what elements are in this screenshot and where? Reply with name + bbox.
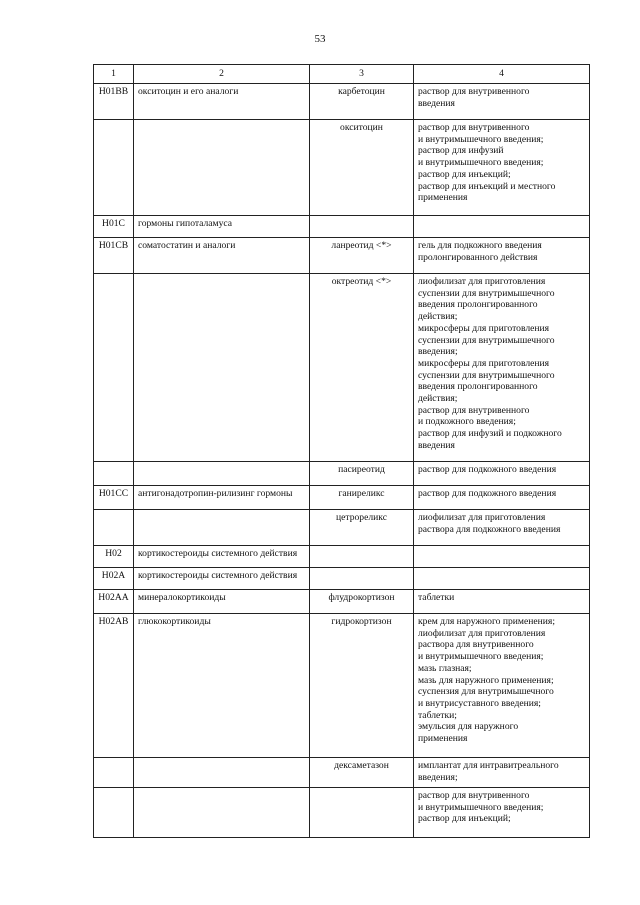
- group-name-cell: [134, 510, 310, 546]
- atc-code-cell: H02AB: [94, 614, 134, 758]
- column-header-2: 2: [134, 65, 310, 84]
- atc-code-cell: [94, 274, 134, 462]
- table-row: [94, 788, 590, 838]
- table-row: [94, 546, 590, 568]
- dosage-form-line: введения;: [418, 771, 458, 783]
- table-row: [94, 84, 590, 120]
- dosage-form-line: мазь глазная;: [418, 662, 472, 674]
- dosage-form-line: раствор для внутривенного: [418, 790, 530, 801]
- drug-name-cell: пасиреотид: [310, 462, 414, 486]
- dosage-forms-cell: [414, 568, 590, 590]
- atc-code-cell: H02AA: [94, 590, 134, 614]
- drug-name-cell: ланреотид <*>: [310, 238, 414, 274]
- atc-code-cell: [94, 758, 134, 788]
- dosage-form-line: раствор для внутривенного: [418, 86, 530, 97]
- dosage-forms-cell: [414, 590, 590, 614]
- dosage-form-line: введения пролонгированного: [418, 381, 538, 393]
- drug-name-cell: гидрокортизон: [310, 614, 414, 758]
- group-name-cell: антигонадотропин-рилизинг гормоны: [134, 486, 310, 510]
- column-header-4: 4: [414, 65, 590, 84]
- drug-name-cell: цетрореликс: [310, 510, 414, 546]
- dosage-form-line: применения: [418, 733, 468, 745]
- dosage-form-line: применения: [418, 192, 468, 204]
- dosage-form-line: и внутримышечного введения;: [418, 651, 544, 663]
- group-name-cell: кортикостероиды системного действия: [134, 546, 310, 568]
- drug-name-cell: флудрокортизон: [310, 590, 414, 614]
- drug-name-cell: карбетоцин: [310, 84, 414, 120]
- atc-code-cell: [94, 510, 134, 546]
- dosage-form-line: раствор для инфузий и подкожного: [418, 428, 562, 440]
- group-name-cell: кортикостероиды системного действия: [134, 568, 310, 590]
- atc-code-cell: H01BB: [94, 84, 134, 120]
- drug-name-cell: окситоцин: [310, 120, 414, 216]
- dosage-forms-cell: [414, 84, 590, 120]
- group-name-cell: глюкокортикоиды: [134, 614, 310, 758]
- group-name-cell: [134, 758, 310, 788]
- atc-code-cell: H01CC: [94, 486, 134, 510]
- group-name-cell: [134, 462, 310, 486]
- table-row: [94, 216, 590, 238]
- dosage-forms-cell: [414, 510, 590, 546]
- atc-code-cell: H01CB: [94, 238, 134, 274]
- dosage-forms-cell: [414, 788, 590, 838]
- drug-name-cell: октреотид <*>: [310, 274, 414, 462]
- dosage-form-line: крем для наружного применения;: [418, 616, 555, 627]
- atc-code-cell: H01C: [94, 216, 134, 238]
- dosage-forms-cell: [414, 216, 590, 238]
- table-row: [94, 614, 590, 758]
- page-number: 53: [314, 33, 326, 45]
- dosage-form-line: введения: [418, 97, 455, 109]
- dosage-form-line: введения: [418, 439, 455, 451]
- dosage-form-line: раствора для подкожного введения: [418, 523, 561, 535]
- dosage-forms-cell: [414, 486, 590, 510]
- dosage-form-line: введения;: [418, 346, 458, 358]
- dosage-form-line: таблетки: [418, 592, 455, 603]
- dosage-form-line: раствор для инфузий: [418, 145, 504, 157]
- dosage-form-line: пролонгированного действия: [418, 251, 538, 263]
- dosage-form-line: микросферы для приготовления: [418, 322, 550, 334]
- group-name-cell: [134, 274, 310, 462]
- group-name-cell: [134, 788, 310, 838]
- dosage-form-line: и внутрисуставного введения;: [418, 697, 541, 709]
- group-name-cell: соматостатин и аналоги: [134, 238, 310, 274]
- dosage-forms-cell: [414, 274, 590, 462]
- dosage-form-line: действия;: [418, 311, 458, 323]
- dosage-form-line: действия;: [418, 393, 458, 405]
- table-row: [94, 590, 590, 614]
- table-row: [94, 486, 590, 510]
- dosage-form-line: раствор для внутривенного: [418, 404, 530, 416]
- dosage-forms-cell: [414, 238, 590, 274]
- column-header-3: 3: [310, 65, 414, 84]
- table-row: [94, 510, 590, 546]
- dosage-form-line: и внутримышечного введения;: [418, 157, 544, 169]
- dosage-form-line: лиофилизат для приготовления: [418, 276, 546, 287]
- drug-name-cell: ганиреликс: [310, 486, 414, 510]
- dosage-form-line: раствор для подкожного введения: [418, 464, 557, 475]
- dosage-form-line: суспензии для внутримышечного: [418, 334, 555, 346]
- group-name-cell: окситоцин и его аналоги: [134, 84, 310, 120]
- dosage-form-line: и внутримышечного введения;: [418, 133, 544, 145]
- atc-code-cell: H02: [94, 546, 134, 568]
- table-row: [94, 758, 590, 788]
- atc-code-cell: [94, 462, 134, 486]
- dosage-form-line: и внутримышечного введения;: [418, 801, 544, 813]
- dosage-form-line: эмульсия для наружного: [418, 721, 519, 733]
- drug-name-cell: [310, 216, 414, 238]
- dosage-form-line: раствор для инъекций;: [418, 813, 511, 825]
- dosage-form-line: лиофилизат для приготовления: [418, 627, 546, 639]
- dosage-forms-cell: [414, 614, 590, 758]
- dosage-form-line: раствор для инъекций и местного: [418, 180, 556, 192]
- dosage-forms-cell: [414, 120, 590, 216]
- dosage-forms-cell: [414, 546, 590, 568]
- dosage-form-line: суспензии для внутримышечного: [418, 369, 555, 381]
- dosage-form-line: лиофилизат для приготовления: [418, 512, 546, 523]
- dosage-form-line: микросферы для приготовления: [418, 357, 550, 369]
- drug-table: [93, 64, 590, 838]
- atc-code-cell: H02A: [94, 568, 134, 590]
- dosage-form-line: мазь для наружного применения;: [418, 674, 554, 686]
- atc-code-cell: [94, 788, 134, 838]
- dosage-form-line: раствор для инъекций;: [418, 168, 511, 180]
- dosage-forms-cell: [414, 758, 590, 788]
- dosage-forms-cell: [414, 462, 590, 486]
- drug-name-cell: [310, 788, 414, 838]
- group-name-cell: гормоны гипоталамуса: [134, 216, 310, 238]
- dosage-form-line: и подкожного введения;: [418, 416, 516, 428]
- table-row: [94, 462, 590, 486]
- dosage-form-line: гель для подкожного введения: [418, 240, 542, 251]
- dosage-form-line: раствора для внутривенного: [418, 639, 534, 651]
- column-header-1: 1: [94, 65, 134, 84]
- drug-name-cell: [310, 568, 414, 590]
- dosage-form-line: таблетки;: [418, 709, 457, 721]
- drug-name-cell: [310, 546, 414, 568]
- dosage-form-line: имплантат для интравитреального: [418, 760, 559, 771]
- atc-code-cell: [94, 120, 134, 216]
- drug-name-cell: дексаметазон: [310, 758, 414, 788]
- group-name-cell: [134, 120, 310, 216]
- dosage-form-line: раствор для внутривенного: [418, 122, 530, 133]
- table-row: [94, 120, 590, 216]
- dosage-form-line: раствор для подкожного введения: [418, 488, 557, 499]
- table-row: [94, 274, 590, 462]
- table-row: [94, 238, 590, 274]
- group-name-cell: минералокортикоиды: [134, 590, 310, 614]
- dosage-form-line: введения пролонгированного: [418, 299, 538, 311]
- dosage-form-line: суспензия для внутримышечного: [418, 686, 554, 698]
- table-row: [94, 568, 590, 590]
- dosage-form-line: суспензии для внутримышечного: [418, 287, 555, 299]
- table-header-row: [94, 65, 590, 84]
